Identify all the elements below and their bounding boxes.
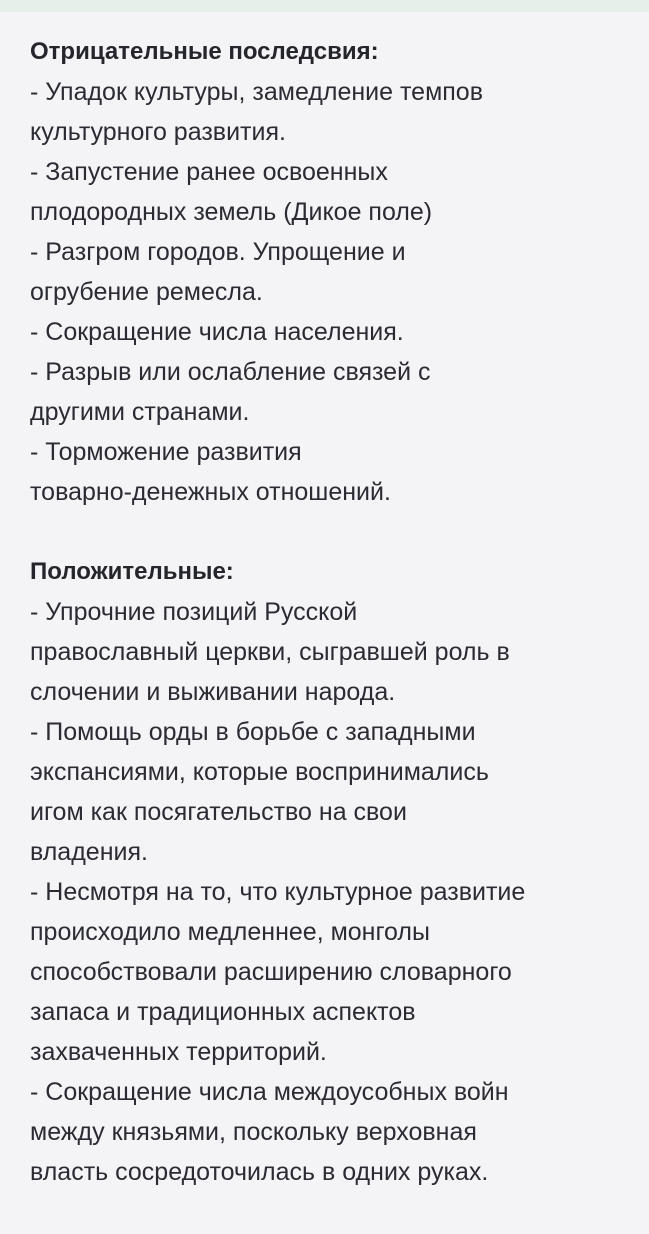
item-line: - Упрочние позиций Русской [30, 598, 358, 626]
item-line: экспансиями, которые воспринимались [30, 758, 489, 786]
item-line: - Разрыв или ослабление связей с [30, 358, 431, 386]
item-line: товарно-денежных отношений. [30, 478, 391, 506]
list-item [30, 432, 630, 512]
item-line: запаса и традиционных аспектов [30, 998, 416, 1026]
item-line: - Разгром городов. Упрощение и [30, 238, 406, 266]
list-item [30, 1072, 630, 1192]
item-line: - Сокращение числа населения. [30, 318, 404, 346]
item-line: игом как посягательство на свои [30, 798, 407, 826]
list-item [30, 312, 630, 352]
list-item [30, 72, 630, 152]
negative-consequences-section [30, 32, 630, 512]
top-strip [0, 0, 649, 12]
section-heading: Положительные: [30, 558, 234, 585]
item-line: - Помощь орды в борьбе с западными [30, 718, 476, 746]
item-line: происходило медленнее, монголы [30, 918, 430, 946]
item-line: - Несмотря на то, что культурное развитие [30, 878, 526, 906]
item-line: власть сосредоточилась в одних руках. [30, 1158, 489, 1186]
item-line: - Торможение развития [30, 438, 302, 466]
item-line: плодородных земель (Дикое поле) [30, 198, 433, 226]
item-line: между князьями, поскольку верховная [30, 1118, 477, 1146]
item-line: способствовали расширению словарного [30, 958, 512, 986]
document-body [30, 32, 630, 1192]
list-item [30, 152, 630, 232]
item-line: - Сокращение числа междоусобных войн [30, 1078, 509, 1106]
list-item [30, 712, 630, 872]
item-line: огрубение ремесла. [30, 278, 263, 306]
positive-consequences-section [30, 552, 630, 1192]
list-item [30, 232, 630, 312]
section-heading: Отрицательные последсвия: [30, 38, 379, 65]
item-line: захваченных территорий. [30, 1038, 327, 1066]
consequence-list [30, 72, 630, 512]
item-line: - Запустение ранее освоенных [30, 158, 388, 186]
list-item [30, 592, 630, 712]
item-line: - Упадок культуры, замедление темпов [30, 78, 483, 106]
list-item [30, 352, 630, 432]
list-item [30, 872, 630, 1072]
consequence-list [30, 592, 630, 1192]
item-line: культурного развития. [30, 118, 286, 146]
item-line: владения. [30, 838, 148, 866]
item-line: православный церкви, сыгравшей роль в [30, 638, 510, 666]
item-line: слочении и выживании народа. [30, 678, 396, 706]
item-line: другими странами. [30, 398, 250, 426]
